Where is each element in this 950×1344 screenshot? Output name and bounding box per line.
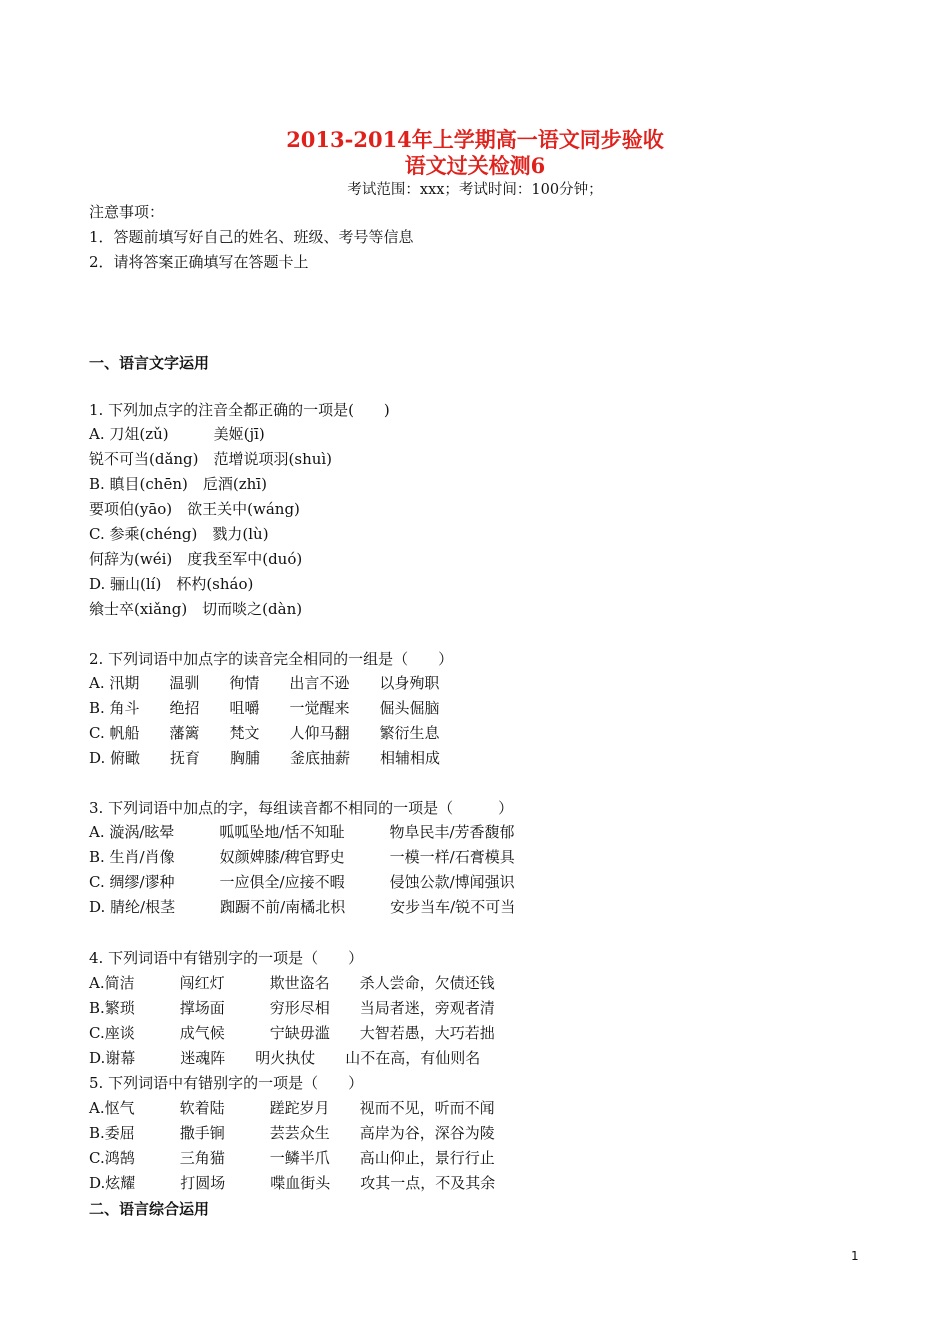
q5-option-b: B.委屈 撒手锏 芸芸众生 高岸为谷，深谷为陵 <box>89 1124 495 1142</box>
q1-option-b-line2: 要项伯(yāo) 欲王关中(wáng) <box>89 500 300 518</box>
q2-option-c: C. 帆船 藩篱 梵文 人仰马翻 繁衍生息 <box>89 724 440 742</box>
q4-stem: 4. 下列词语中有错别字的一项是（ ） <box>89 949 364 967</box>
q5-option-d: D.炫耀 打圆场 喋血街头 攻其一点，不及其余 <box>89 1174 496 1192</box>
q4-option-a: A.简洁 闯红灯 欺世盗名 杀人尝命，欠债还钱 <box>89 974 495 992</box>
q1-option-c-line1: C. 参乘(chéng) 戮力(lù) <box>89 525 269 543</box>
page-number: 1 <box>851 1249 859 1263</box>
exam-info: 考试范围：xxx；考试时间：100分钟； <box>347 182 603 198</box>
q2-stem: 2. 下列词语中加点字的读音完全相同的一组是（ ） <box>89 650 454 668</box>
q1-option-a-line2: 锐不可当(dǎng) 范增说项羽(shuì) <box>89 450 333 468</box>
q4-option-c: C.座谈 成气候 宁缺毋滥 大智若愚，大巧若拙 <box>89 1024 495 1042</box>
q3-option-a: A. 漩涡/眩晕 呱呱坠地/恬不知耻 物阜民丰/芳香馥郁 <box>89 823 515 841</box>
q4-option-d: D.谢幕 迷魂阵 明火执仗 山不在高，有仙则名 <box>89 1049 481 1067</box>
q5-option-a: A.怄气 软着陆 蹉跎岁月 视而不见，听而不闻 <box>89 1099 495 1117</box>
document-title: 2013-2014年上学期高一语文同步验收 <box>286 127 664 152</box>
q3-option-b: B. 生肖/肖像 奴颜婢膝/稗官野史 一模一样/石膏模具 <box>89 848 515 866</box>
q5-stem: 5. 下列词语中有错别字的一项是（ ） <box>89 1074 364 1092</box>
q1-stem: 1. 下列加点字的注音全都正确的一项是( ) <box>89 401 390 419</box>
notes-heading: 注意事项： <box>89 203 165 221</box>
notes-item-2: 2．请将答案正确填写在答题卡上 <box>89 253 309 271</box>
q2-option-a: A. 汛期 温驯 徇情 出言不逊 以身殉职 <box>89 674 440 692</box>
q1-option-c-line2: 何辞为(wéi) 度我至军中(duó) <box>89 550 303 568</box>
q1-option-a-line1: A. 刀俎(zǔ) 美姬(jī) <box>89 425 265 443</box>
q3-option-c: C. 绸缪/谬种 一应俱全/应接不暇 侵蚀公款/博闻强识 <box>89 873 515 891</box>
q3-option-d: D. 腈纶/根茎 踟蹰不前/南橘北枳 安步当车/锐不可当 <box>89 898 516 916</box>
q4-option-b: B.繁琐 撑场面 穷形尽相 当局者迷，旁观者清 <box>89 999 495 1017</box>
q2-option-d: D. 俯瞰 抚育 胸脯 釜底抽薪 相辅相成 <box>89 749 441 767</box>
section-1-heading: 一、语言文字运用 <box>89 354 210 372</box>
q1-option-b-line1: B. 瞋目(chēn) 卮酒(zhī) <box>89 475 267 493</box>
document-subtitle: 语文过关检测6 <box>404 153 546 178</box>
q3-stem: 3. 下列词语中加点的字，每组读音都不相同的一项是（ ） <box>89 799 514 817</box>
section-2-heading: 二、语言综合运用 <box>89 1200 210 1218</box>
q1-option-d-line2: 飨士卒(xiǎng) 切而啖之(dàn) <box>89 600 303 618</box>
notes-item-1: 1．答题前填写好自己的姓名、班级、考号等信息 <box>89 228 414 246</box>
q5-option-c: C.鸿鹄 三角猫 一鳞半爪 高山仰止，景行行止 <box>89 1149 495 1167</box>
q2-option-b: B. 角斗 绝招 咀嚼 一觉醒来 倔头倔脑 <box>89 699 440 717</box>
q1-option-d-line1: D. 骊山(lí) 杯杓(sháo) <box>89 575 254 593</box>
